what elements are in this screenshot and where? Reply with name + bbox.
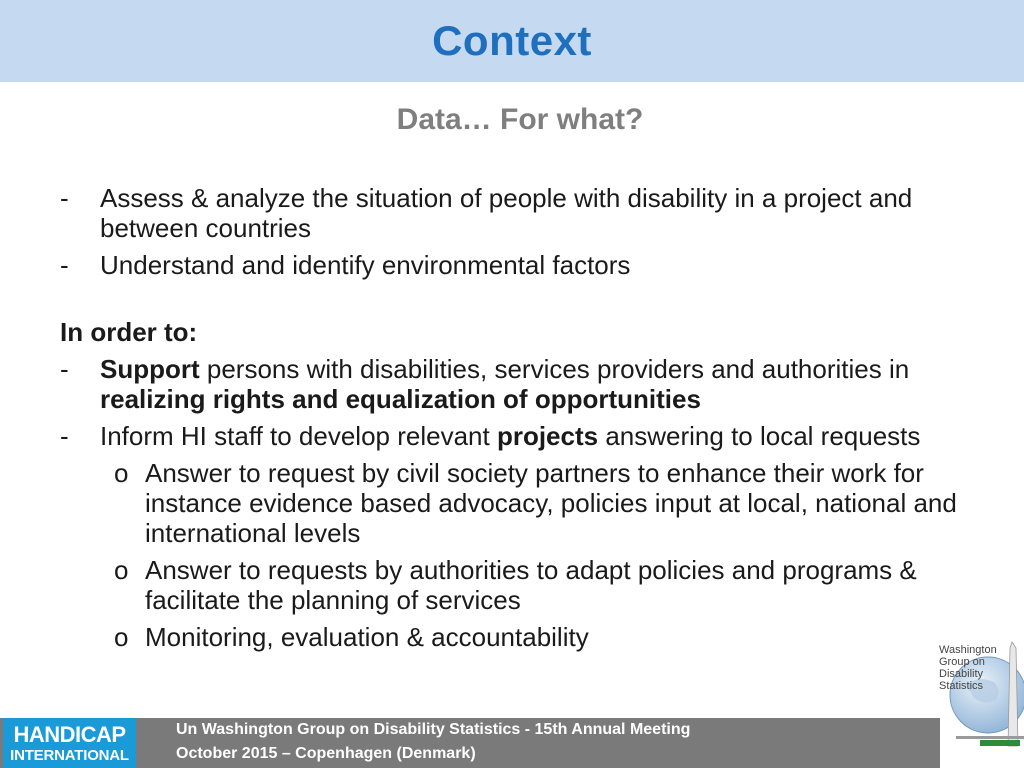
handicap-international-logo <box>3 718 136 768</box>
list-item-inform <box>60 421 990 451</box>
wg-line: Washington <box>939 644 997 656</box>
dash-bullet: - <box>60 183 69 213</box>
list-item-text: Understand and identify environmental factors <box>100 250 631 280</box>
list-item <box>60 250 990 280</box>
logo-text-line2: INTERNATIONAL <box>10 746 129 764</box>
list-item-text: Assess & analyze the situation of people with disability in a project and between countries <box>100 183 913 243</box>
logo-text-line1: HANDICAP <box>13 721 126 747</box>
dash-bullet: - <box>60 354 69 384</box>
inform-emphasis: projects <box>496 421 599 451</box>
sub-list-item <box>60 458 990 548</box>
wg-line: Group on <box>939 656 985 668</box>
wg-line: Disability <box>939 668 984 680</box>
sub-list-item-text: Answer to request by civil society partners to enhance their work for instance evidence based advocacy, policies input at local, national and international levels <box>145 458 957 548</box>
sub-list-item <box>60 622 990 652</box>
sub-list-item-text: Answer to requests by authorities to adapt policies and programs & facilitate the planning of services <box>145 555 917 615</box>
slide-subtitle: Data… For what? <box>396 103 644 136</box>
circle-bullet: o <box>114 458 129 488</box>
wg-logo-text <box>939 644 997 692</box>
in-order-to-heading: In order to: <box>60 317 198 347</box>
support-text: persons with disabilities, services providers and authorities in <box>199 354 910 384</box>
slide-content <box>60 183 990 659</box>
inform-text-tail: answering to local requests <box>598 421 921 451</box>
circle-bullet: o <box>114 555 129 585</box>
support-lead: Support <box>100 354 200 384</box>
sub-list-item-text: Monitoring, evaluation & accountability <box>145 622 589 652</box>
sub-list-item <box>60 555 990 615</box>
footer-text <box>176 718 690 766</box>
inform-text: Inform HI staff to develop relevant <box>100 421 497 451</box>
dash-bullet: - <box>60 421 69 451</box>
dash-bullet: - <box>60 250 69 280</box>
footer-line2: October 2015 – Copenhagen (Denmark) <box>176 745 476 762</box>
list-item-support <box>60 354 990 414</box>
circle-bullet: o <box>114 622 129 652</box>
washington-group-logo <box>936 640 1024 750</box>
footer-line1: Un Washington Group on Disability Statistics - 15th Annual Meeting <box>176 721 691 738</box>
title-bar <box>0 0 1024 82</box>
list-item <box>60 183 990 243</box>
support-emphasis: realizing rights and equalization of opportunities <box>100 384 701 414</box>
wg-line: Statistics <box>939 680 984 692</box>
slide-title: Context <box>432 17 592 64</box>
